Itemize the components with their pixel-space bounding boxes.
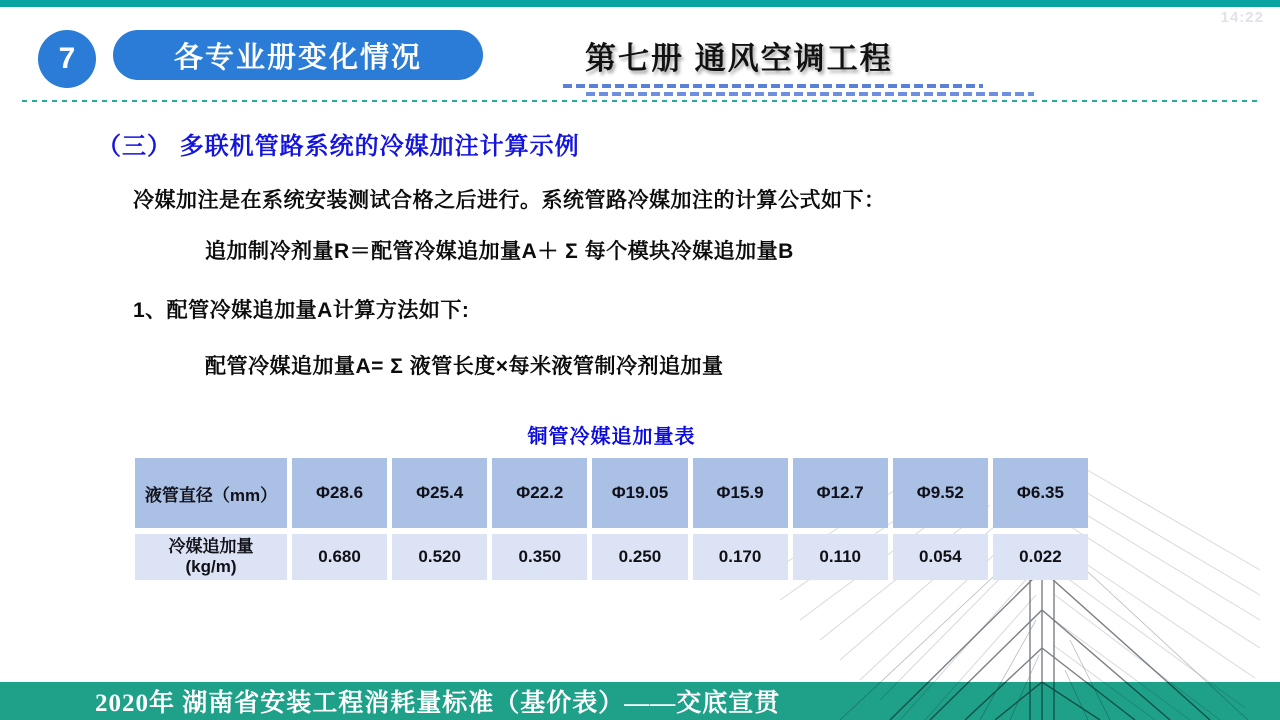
value: 0.110 bbox=[819, 547, 861, 566]
table-header-cell bbox=[592, 458, 687, 528]
page-title: 第七册 通风空调工程 bbox=[585, 41, 893, 76]
section-number-badge bbox=[38, 30, 96, 88]
table-header-cell bbox=[492, 458, 587, 528]
table-header-cell bbox=[893, 458, 988, 528]
row-label-line2: (kg/m) bbox=[185, 557, 237, 576]
value: 0.022 bbox=[1019, 547, 1062, 566]
value: 0.350 bbox=[518, 547, 562, 566]
formula-pipe-addition: 配管冷媒追加量A= Σ 液管长度×每米液管制冷剂追加量 bbox=[205, 355, 724, 378]
col-header: Φ28.6 bbox=[316, 483, 364, 502]
col-header-diameter: 液管直径（mm） bbox=[144, 485, 278, 505]
col-header: Φ9.52 bbox=[916, 483, 964, 502]
table-data-cell bbox=[793, 534, 888, 580]
table-header-cell bbox=[135, 458, 287, 528]
intro-paragraph: 冷媒加注是在系统安装测试合格之后进行。系统管路冷媒加注的计算公式如下： bbox=[133, 189, 886, 212]
col-header: Φ15.9 bbox=[716, 483, 764, 502]
value: 0.680 bbox=[318, 547, 361, 566]
table-data-cell bbox=[993, 534, 1088, 580]
table-data-cell bbox=[292, 534, 387, 580]
clock-timestamp: 14:22 bbox=[1220, 9, 1264, 26]
top-accent-bar bbox=[0, 0, 1280, 7]
value: 0.170 bbox=[718, 547, 762, 566]
col-header: Φ12.7 bbox=[816, 483, 864, 502]
copper-pipe-refrigerant-table bbox=[135, 458, 1088, 580]
section-number-label: 7 bbox=[58, 42, 76, 75]
table-data-cell bbox=[693, 534, 788, 580]
formula-total-refrigerant: 追加制冷剂量R＝配管冷媒追加量A＋ Σ 每个模块冷媒追加量B bbox=[205, 240, 794, 263]
footer-bar bbox=[0, 682, 1280, 720]
title-underline-dashes-1 bbox=[563, 84, 983, 88]
table-data-cell bbox=[592, 534, 687, 580]
footer-caption: 2020年 湖南省安装工程消耗量标准（基价表）——交底宣贯 bbox=[95, 690, 781, 717]
col-header: Φ6.35 bbox=[1016, 483, 1064, 502]
title-underline-dashes-2 bbox=[586, 92, 1034, 96]
table-header-cell bbox=[793, 458, 888, 528]
value: 0.520 bbox=[418, 547, 461, 566]
table-header-cell bbox=[392, 458, 487, 528]
value: 0.250 bbox=[618, 547, 662, 566]
table-header-cell bbox=[993, 458, 1088, 528]
table-title: 铜管冷媒追加量表 bbox=[527, 426, 696, 448]
table-header-cell bbox=[292, 458, 387, 528]
section-pill bbox=[113, 30, 483, 80]
table-data-cell bbox=[893, 534, 988, 580]
value: 0.054 bbox=[919, 547, 962, 566]
col-header: Φ19.05 bbox=[611, 483, 669, 502]
method-item-1: 1、配管冷媒追加量A计算方法如下: bbox=[133, 299, 470, 322]
table-header-cell bbox=[693, 458, 788, 528]
table-data-cell bbox=[492, 534, 587, 580]
section-heading: （三） 多联机管路系统的冷媒加注计算示例 bbox=[97, 133, 580, 160]
row-label-line1: 冷媒追加量 bbox=[168, 536, 254, 556]
col-header: Φ25.4 bbox=[416, 483, 464, 502]
col-header: Φ22.2 bbox=[516, 483, 564, 502]
section-pill-label: 各专业册变化情况 bbox=[173, 41, 422, 74]
table-data-cell bbox=[392, 534, 487, 580]
header-divider-dashed-line bbox=[22, 100, 1258, 102]
table-row-label-cell bbox=[135, 534, 287, 580]
